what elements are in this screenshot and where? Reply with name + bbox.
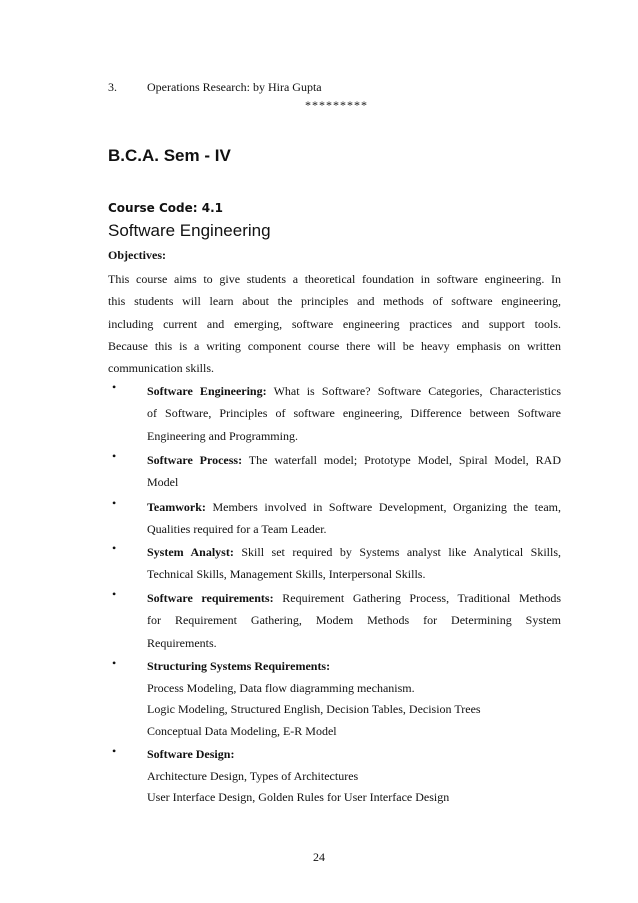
topic-line: for Requirement Gathering, Modem Methods for Determining System bbox=[147, 613, 561, 628]
topic-title: Software Design: bbox=[147, 747, 235, 761]
topic-subline: Architecture Design, Types of Architectures bbox=[147, 768, 359, 783]
topic-line: What is Software? Software Categories, Characteristics bbox=[273, 384, 561, 398]
objectives-line: this students will learn about the principles and methods of software engineering, bbox=[108, 294, 561, 309]
topic-text bbox=[147, 541, 561, 586]
objectives-line: Because this is a writing component course there will be heavy emphasis on written bbox=[108, 338, 561, 353]
bullet-icon: • bbox=[112, 744, 117, 758]
topic-line: of Software, Principles of software engineering, Difference between Software bbox=[147, 406, 561, 421]
topic-title: Structuring Systems Requirements: bbox=[147, 659, 331, 673]
reference-text: Operations Research: by Hira Gupta bbox=[147, 80, 322, 94]
topic-title: Software requirements: bbox=[147, 591, 274, 605]
topic-title: Software Process: bbox=[147, 453, 243, 467]
semester-heading: B.C.A. Sem - IV bbox=[108, 146, 231, 165]
page-number: 24 bbox=[313, 850, 325, 864]
reference-number: 3. bbox=[108, 80, 117, 94]
objectives-label: Objectives: bbox=[108, 248, 166, 262]
topic-line: Skill set required by Systems analyst like Analytical Skills, bbox=[241, 545, 562, 559]
topic-text bbox=[147, 587, 561, 654]
topic-line: Members involved in Software Development, Organizing the team, bbox=[212, 500, 561, 514]
topic-text bbox=[147, 656, 561, 742]
topic-title: Teamwork: bbox=[147, 500, 206, 514]
topic-line: The waterfall model; Prototype Model, Spiral Model, RAD bbox=[248, 453, 561, 467]
topic-title: Software Engineering: bbox=[147, 384, 267, 398]
topic-text bbox=[147, 496, 561, 541]
topic-line: Qualities required for a Team Leader. bbox=[147, 522, 327, 537]
topic-subline: Logic Modeling, Structured English, Decision Tables, Decision Trees bbox=[147, 702, 481, 716]
topic-line: Engineering and Programming. bbox=[147, 428, 298, 443]
bullet-icon: • bbox=[112, 496, 117, 510]
topic-title: System Analyst: bbox=[147, 545, 234, 559]
reference-item bbox=[108, 80, 322, 95]
course-title: Software Engineering bbox=[108, 221, 271, 240]
objectives-paragraph bbox=[108, 268, 561, 379]
topic-subline: Process Modeling, Data flow diagramming mechanism. bbox=[147, 680, 415, 695]
section-separator: ********* bbox=[305, 98, 368, 112]
objectives-line: communication skills. bbox=[108, 361, 214, 376]
bullet-icon: • bbox=[112, 656, 117, 670]
bullet-icon: • bbox=[112, 587, 117, 601]
bullet-icon: • bbox=[112, 449, 117, 463]
topic-subline: Conceptual Data Modeling, E-R Model bbox=[147, 723, 337, 738]
topic-text bbox=[147, 449, 561, 494]
objectives-line: This course aims to give students a theoretical foundation in software engineering. In bbox=[108, 272, 561, 286]
topic-text bbox=[147, 744, 561, 809]
objectives-line: including current and emerging, software engineering practices and support tools. bbox=[108, 316, 561, 331]
bullet-icon: • bbox=[112, 541, 117, 555]
topic-subline: User Interface Design, Golden Rules for User Interface Design bbox=[147, 790, 450, 804]
course-code: Course Code: 4.1 bbox=[108, 201, 223, 215]
topic-line: Requirement Gathering Process, Traditional Methods bbox=[282, 591, 562, 605]
topic-line: Requirements. bbox=[147, 635, 217, 650]
bullet-icon: • bbox=[112, 380, 117, 394]
topic-line: Technical Skills, Management Skills, Interpersonal Skills. bbox=[147, 567, 426, 582]
topic-line: Model bbox=[147, 475, 179, 490]
topic-text bbox=[147, 380, 561, 447]
